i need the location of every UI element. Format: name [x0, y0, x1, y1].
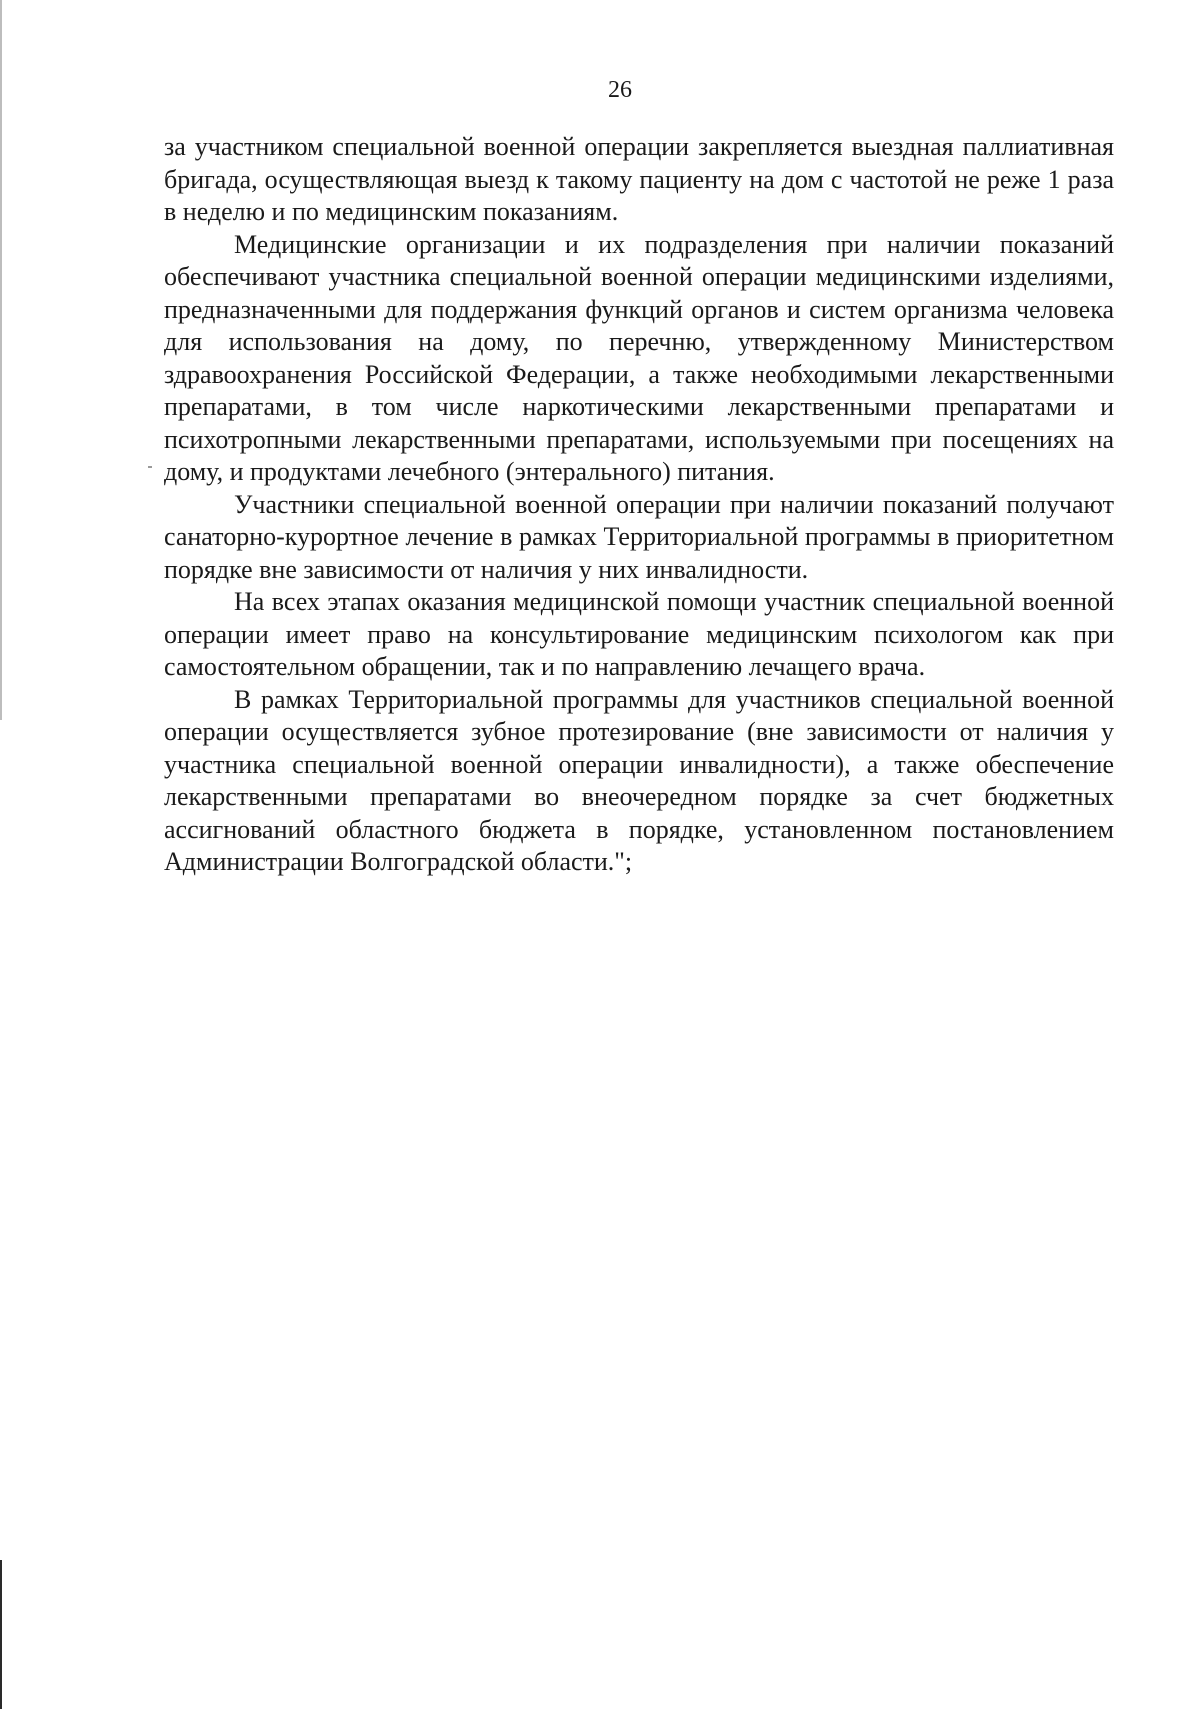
scan-edge-line-bottom: [0, 1560, 2, 1709]
scan-edge-line: [0, 0, 2, 720]
paragraph-4: На всех этапах оказания медицинской помощи участник специальной военной операции имеет право на консультирование медицинским психологом как при самостоятельном обращении, так и по направлению лечащего врача.: [164, 587, 1114, 681]
page-number: 26: [608, 77, 632, 103]
scan-artifact: [148, 466, 152, 468]
body-text: [164, 131, 1114, 879]
paragraph-2: Медицинские организации и их подразделения при наличии показаний обеспечивают участника специальной военной операции медицинскими изделиями, предназначенными для поддержания функций органов и систем организма человека для использования на дому, по перечню, утвержденному Министерством здравоохранения Российской Федерации, а также необходимыми лекарственными препаратами, в том числе наркотическими лекарственными препаратами и психотропными лекарственными препаратами, используемыми при посещениях на дому, и продуктами лечебного (энтерального) питания.: [164, 229, 1114, 486]
paragraph-3: Участники специальной военной операции при наличии показаний получают санаторно-курортное лечение в рамках Территориальной программы в приоритетном порядке вне зависимости от наличия у них инвалидности.: [164, 489, 1114, 584]
paragraph-5: В рамках Территориальной программы для участников специальной военной операции осуществляется зубное протезирование (вне зависимости от наличия у участника специальной военной операции инвалидности), а также обеспечение лекарственными препаратами во внеочередном порядке за счет бюджетных ассигнований областного бюджета в порядке, установленном постановлением Администрации Волгоградской области.";: [164, 684, 1114, 876]
paragraph-1: за участником специальной военной операции закрепляется выездная паллиативная бригада, осуществляющая выезд к такому пациенту на дом с частотой не реже 1 раза в неделю и по медицинским показаниям.: [164, 132, 1114, 226]
